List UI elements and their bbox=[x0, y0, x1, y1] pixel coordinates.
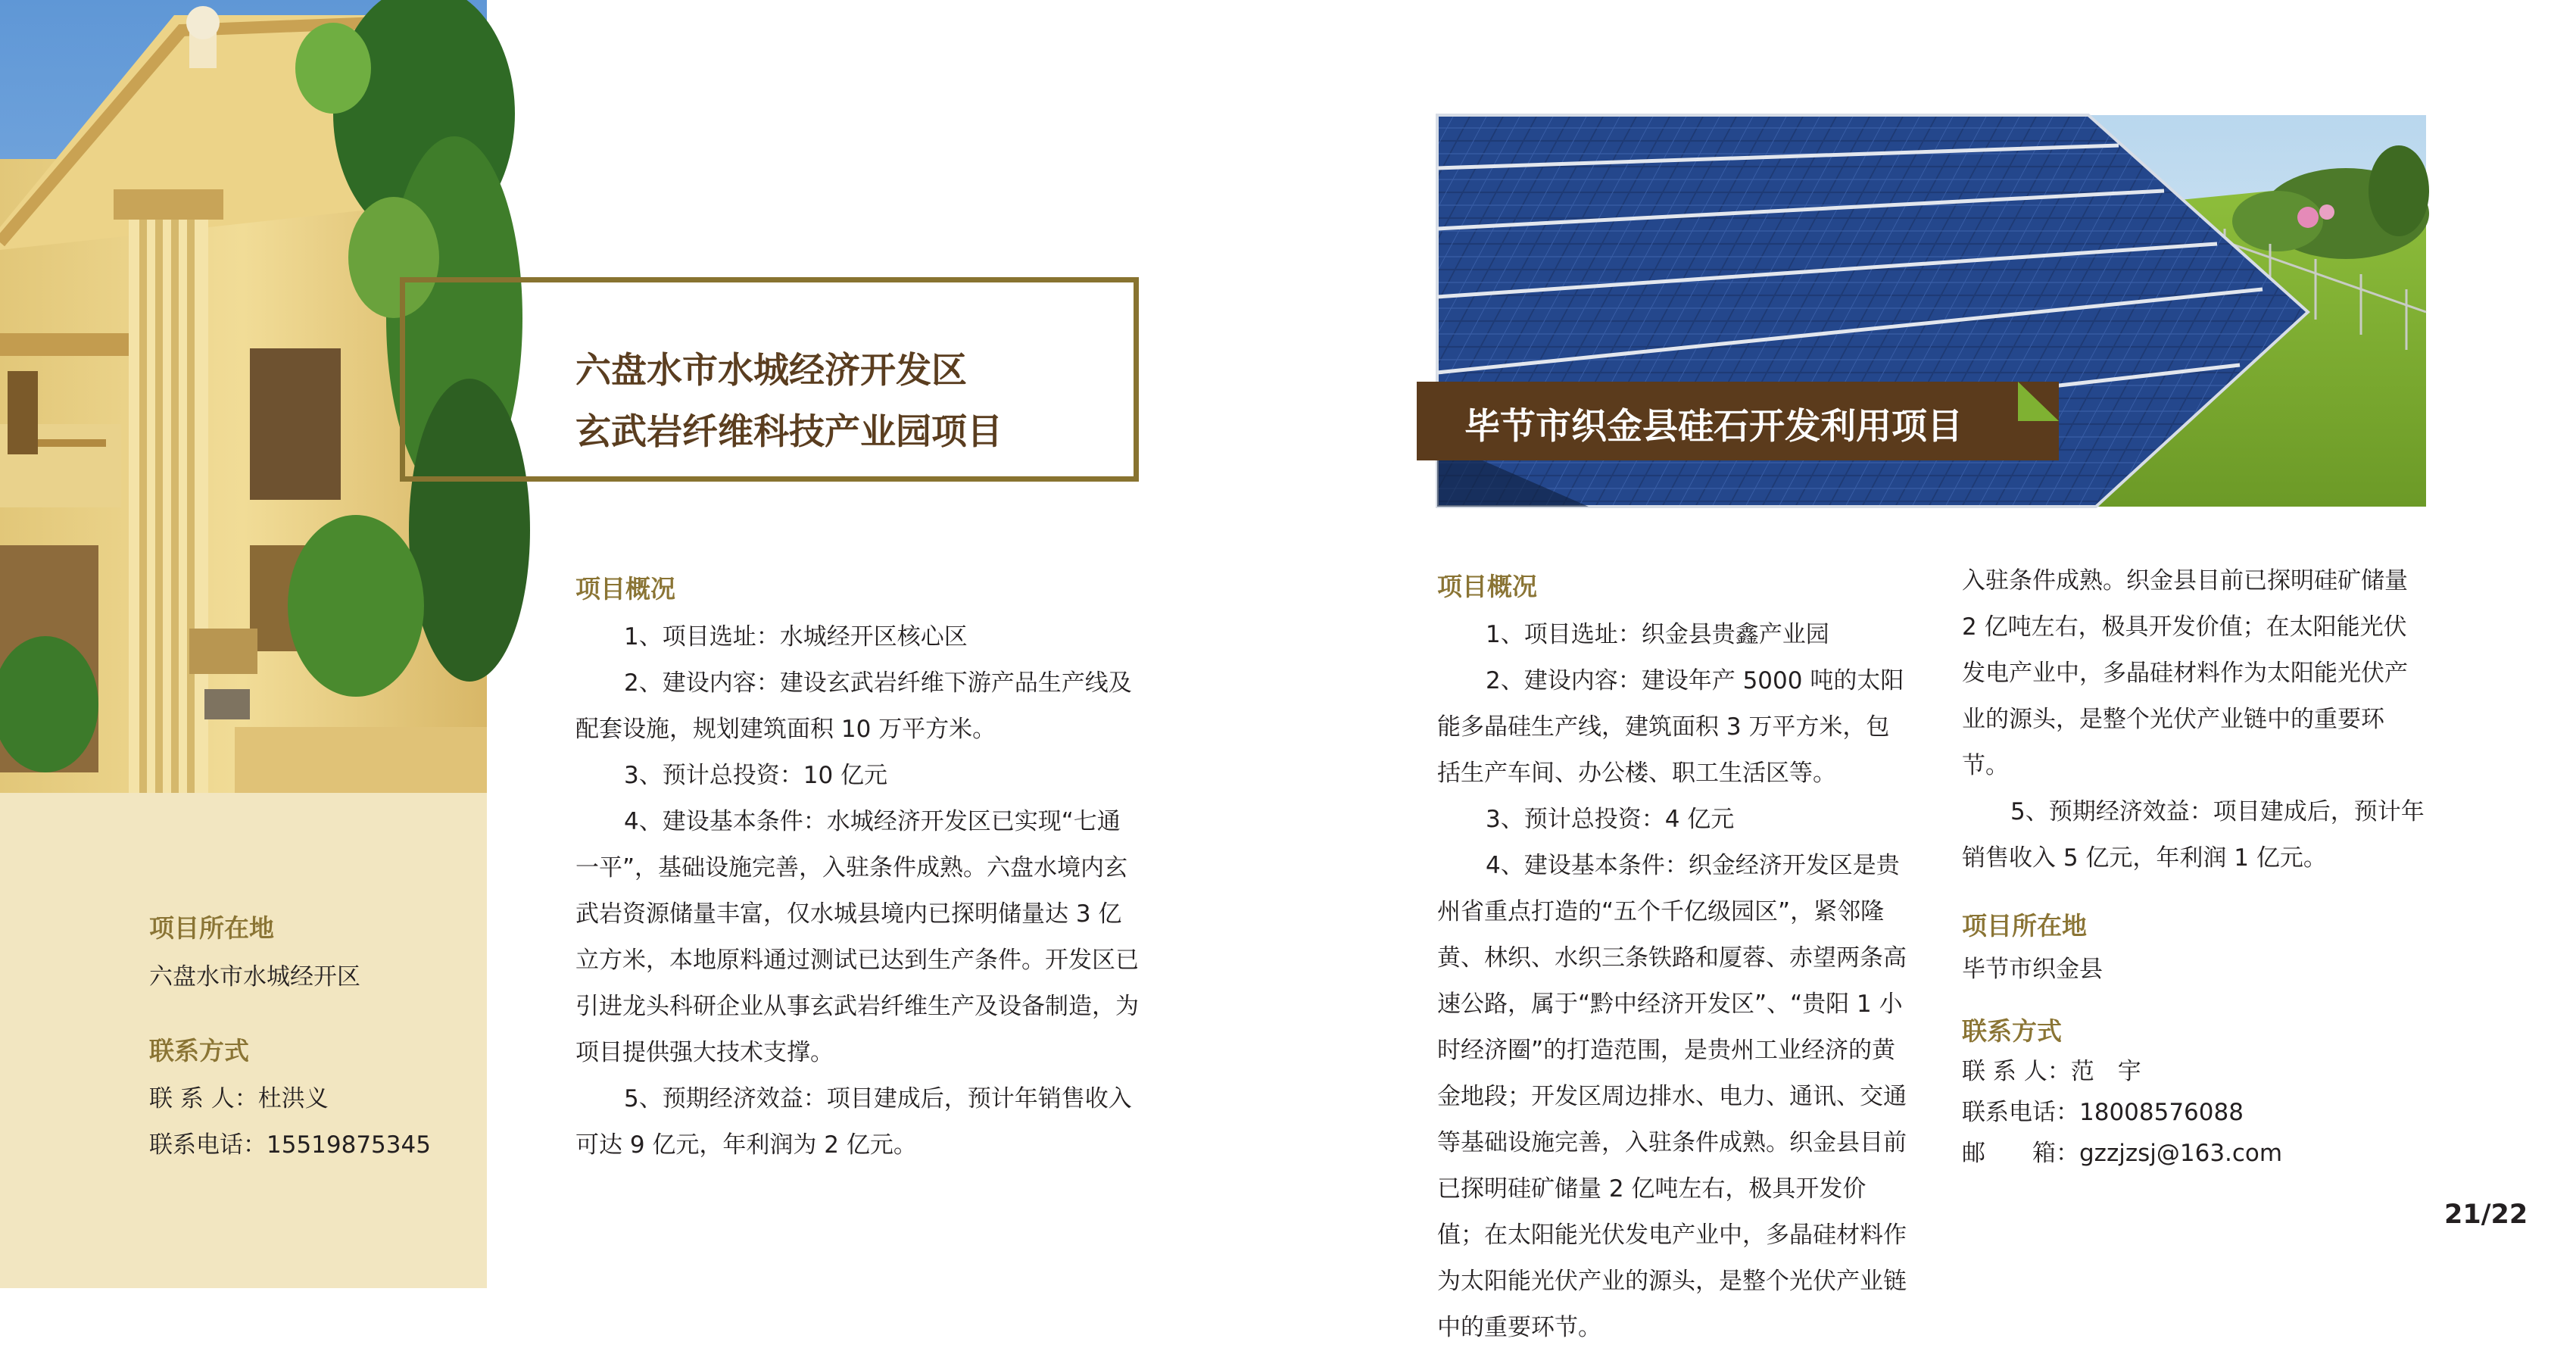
right-overview-column-2 bbox=[1962, 558, 2426, 881]
right-overview-column-1 bbox=[1437, 612, 1913, 1341]
right-overview-heading: 项目概况 bbox=[1437, 572, 1537, 601]
left-overview-heading: 项目概况 bbox=[575, 574, 675, 604]
right-contact-heading: 联系方式 bbox=[1962, 1016, 2062, 1046]
left-location-value: 六盘水市水城经开区 bbox=[149, 963, 360, 991]
right-contact-phone: 联系电话：18008576088 bbox=[1962, 1099, 2244, 1126]
right-location-value: 毕节市织金县 bbox=[1962, 956, 2103, 983]
right-contact-email: 邮 箱：gzzjzsj@163.com bbox=[1962, 1140, 2283, 1167]
left-title-line2: 玄武岩纤维科技产业园项目 bbox=[575, 411, 1003, 453]
right-title-banner bbox=[1417, 382, 2059, 460]
left-title-line1: 六盘水市水城经济开发区 bbox=[575, 350, 967, 392]
right-overview-item-3: 3、预计总投资：4 亿元 bbox=[1486, 806, 1735, 833]
left-contact-heading: 联系方式 bbox=[149, 1036, 249, 1066]
right-overview-item-2: 2、建设内容：建设年产 5000 吨的太阳能多晶硅生产线，建筑面积 3 万平方米，包括生产车间、办公楼、职工生活区等。 bbox=[1437, 667, 1904, 787]
right-overview-item-4: 4、建设基本条件：织金经济开发区是贵州省重点打造的“五个千亿级园区”，紧邻隆黄、林织、水织三条铁路和厦蓉、赤望两条高速公路，属于“黔中经济开发区”、“贵阳 1 小时经济圈”的打造范围，是贵州工业经济的黄金地段；开发区周边排水、电力、通讯、交通等基础设施完善，入驻条件成熟。织金县目前已探明硅矿储量 2 亿吨左右，极具开发价值；在太阳能光伏发电产业中，多晶硅材料作为太阳能光伏产业的源头，是整个光伏产业链中的重要环节。 bbox=[1437, 852, 1907, 1341]
left-overview-item-5: 5、预期经济效益：项目建成后，预计年销售收入可达 9 亿元，年利润为 2 亿元。 bbox=[575, 1085, 1132, 1159]
left-overview-body bbox=[575, 614, 1140, 1168]
left-overview-item-2: 2、建设内容：建设玄武岩纤维下游产品生产线及配套设施，规划建筑面积 10 万平方米。 bbox=[575, 669, 1132, 743]
right-location-heading: 项目所在地 bbox=[1962, 911, 2087, 941]
left-contact-phone: 联系电话：15519875345 bbox=[149, 1131, 431, 1159]
right-overview-item-5: 5、预期经济效益：项目建成后，预计年销售收入 5 亿元，年利润 1 亿元。 bbox=[1962, 798, 2425, 872]
right-overview-item-4-cont: 入驻条件成熟。织金县目前已探明硅矿储量 2 亿吨左右，极具开发价值；在太阳能光伏发电产业中，多晶硅材料作为太阳能光伏产业的源头，是整个光伏产业链中的重要环节。 bbox=[1962, 567, 2408, 779]
left-overview-item-3: 3、预计总投资：10 亿元 bbox=[624, 762, 888, 789]
right-contact-person: 联 系 人：范 宇 bbox=[1962, 1058, 2141, 1085]
banner-corner-accent bbox=[2018, 382, 2059, 421]
right-overview-item-1: 1、项目选址：织金县贵鑫产业园 bbox=[1486, 621, 1829, 648]
left-contact-person: 联 系 人：杜洪义 bbox=[149, 1085, 329, 1112]
right-title: 毕节市织金县硅石开发利用项目 bbox=[1464, 406, 1963, 448]
left-overview-item-1: 1、项目选址：水城经开区核心区 bbox=[624, 623, 968, 651]
left-location-heading: 项目所在地 bbox=[149, 913, 274, 943]
left-overview-item-4: 4、建设基本条件：水城经济开发区已实现“七通一平”，基础设施完善，入驻条件成熟。六盘水境内玄武岩资源储量丰富，仅水城县境内已探明储量达 3 亿立方米，本地原料通过测试已达到生产条件。开发区已引进龙头科研企业从事玄武岩纤维生产及设备制造，为项目提供强大技术支撑。 bbox=[575, 808, 1139, 1066]
page-number: 21/22 bbox=[2444, 1200, 2528, 1230]
